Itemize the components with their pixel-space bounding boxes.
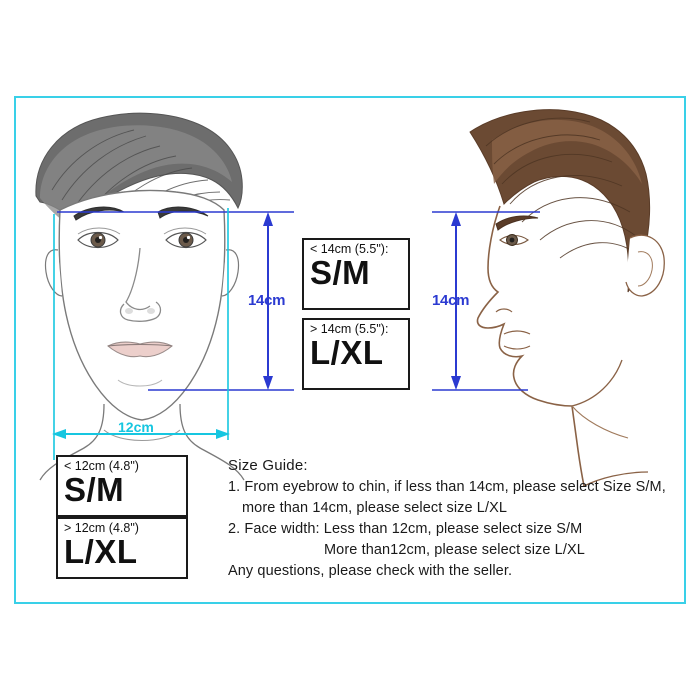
size-condition: > 14cm (5.5"): <box>310 322 389 336</box>
size-condition: < 12cm (4.8") <box>64 459 139 473</box>
profile-height-label: 14cm <box>432 292 470 309</box>
size-value: L/XL <box>310 334 384 371</box>
size-value: S/M <box>64 471 125 508</box>
size-condition: > 12cm (4.8") <box>64 521 139 535</box>
size-box-width-sm <box>56 455 188 517</box>
size-box-width-lxl <box>56 517 188 579</box>
profile-face-drawing <box>470 110 664 486</box>
size-value: L/XL <box>64 533 138 570</box>
size-guide-title: Size Guide: <box>228 457 308 474</box>
size-guide-line-2: 2. Face width: Less than 12cm, please select size S/M <box>228 521 583 537</box>
size-guide-line-2b: More than12cm, please select size L/XL <box>324 542 585 558</box>
size-value: S/M <box>310 254 371 291</box>
size-box-height-sm <box>302 238 410 310</box>
front-width-label: 12cm <box>118 419 154 435</box>
size-box-height-lxl <box>302 318 410 390</box>
size-guide-line-1b: more than 14cm, please select size L/XL <box>242 500 508 516</box>
size-guide-line-3: Any questions, please check with the seller. <box>228 563 513 579</box>
size-guide-line-1: 1. From eyebrow to chin, if less than 14cm, please select Size S/M, <box>228 479 666 495</box>
size-condition: < 14cm (5.5"): <box>310 242 389 256</box>
size-guide-text <box>228 455 673 582</box>
front-height-label: 14cm <box>248 292 286 309</box>
